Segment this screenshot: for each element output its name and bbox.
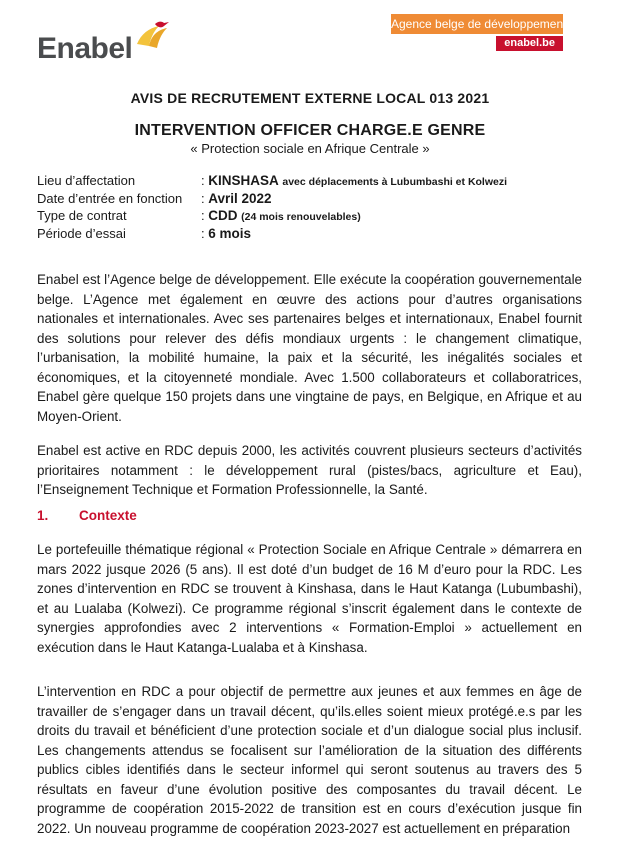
recruitment-notice-title: AVIS DE RECRUTEMENT EXTERNE LOCAL 013 2021: [130, 90, 490, 106]
paragraph-about-enabel: Enabel est l’Agence belge de développement. Elle exécute la coopération gouvernementale belge. L’Agence met également en œuvre des actions pour d’autres organisations nationales et internationales. Avec ses partenaires belges et internationaux, Enabel fournit des solutions pour relever des défis mondiaux urgents : le changement climatique, l’urbanisation, la mobilité humaine, la paix et la sécurité, les inégalités sociales et économiques, et la citoyenneté mondiale. Avec 1.500 collaborateurs et collaboratrices, Enabel gère quelque 150 projets dans une vingtaine de pays, en Belgique, en Afrique et au Moyen-Orient.: [37, 272, 582, 424]
paragraph-portfolio: Le portefeuille thématique régional « Protection Sociale en Afrique Centrale » démarrera en mars 2022 jusque 2026 (5 ans). Il est doté d’un budget de 16 M d’euro pour la RDC. Les zones d’intervention en RDC se trouvent à Kinshasa, dans le Haut Katanga (Lubumbashi), et au Lualaba (Kolwezi). Ce programme régional s’inscrit également dans le contexte de synergies approfondies avec 2 interventions « Formation-Emploi » actuellement en exécution dans le Haut Katanga-Lualaba et à Kinshasa.: [37, 542, 582, 655]
info-label: Date d’entrée en fonction: [37, 190, 183, 206]
logo-wordmark: Enabel: [37, 32, 133, 65]
section-title: Contexte: [79, 508, 137, 523]
section-heading-contexte: [37, 508, 137, 523]
info-label: Type de contrat: [37, 208, 127, 223]
info-row-location: [37, 172, 577, 190]
job-subtitle: « Protection sociale en Afrique Centrale »: [190, 141, 430, 156]
paragraph-enabel-rdc: Enabel est active en RDC depuis 2000, les activités couvrent plusieurs secteurs d’activités prioritaires notamment : le développement rural (pistes/bacs, agriculture et Eau), l’Enseignement Technique et Formation Professionnelle, la Santé.: [37, 443, 582, 497]
info-value: : KINSHASA avec déplacements à Lubumbashi et Kolwezi: [201, 173, 508, 188]
info-row-start-date: [37, 190, 577, 208]
paragraph-intervention: L’intervention en RDC a pour objectif de permettre aux jeunes et aux femmes en âge de travailler de s’engager dans un travail décent, qu’ils.elles soient mieux protégé.e.s par les droits du travail et bénéficient d’une protection sociale et d’un dialogue social plus inclusif. Les changements attendus se focalisent sur l’amélioration de la situation des différents publics cibles identifiés dans le secteur informel qui seront soutenus au travers des 5 résultats en faveur d’une évolution positive des composantes du travail décent. Le programme de coopération 2015-2022 de transition est en cours d’exécution jusque fin 2022. Un nouveau programme de coopération 2023-2027 est actuellement en préparation: [37, 684, 582, 836]
info-value: : CDD (24 mois renouvelables): [201, 208, 361, 223]
info-note: (24 mois renouvelables): [241, 211, 361, 223]
info-row-contract-type: [37, 207, 577, 225]
bird-icon: [127, 18, 171, 52]
agency-url: enabel.be: [496, 36, 563, 51]
info-label: Période d’essai: [37, 225, 126, 241]
info-value: : Avril 2022: [201, 190, 272, 206]
info-note: avec déplacements à Lubumbashi et Kolwezi: [282, 176, 508, 188]
info-value: : 6 mois: [201, 225, 252, 241]
section-number: 1.: [37, 508, 49, 523]
agency-badge: [391, 14, 567, 50]
job-title: INTERVENTION OFFICER CHARGE.E GENRE: [134, 122, 486, 139]
job-info-block: [37, 172, 577, 242]
info-label: Lieu d’affectation: [37, 173, 136, 188]
info-row-trial-period: [37, 225, 577, 243]
agency-name: Agence belge de développement: [391, 14, 563, 34]
